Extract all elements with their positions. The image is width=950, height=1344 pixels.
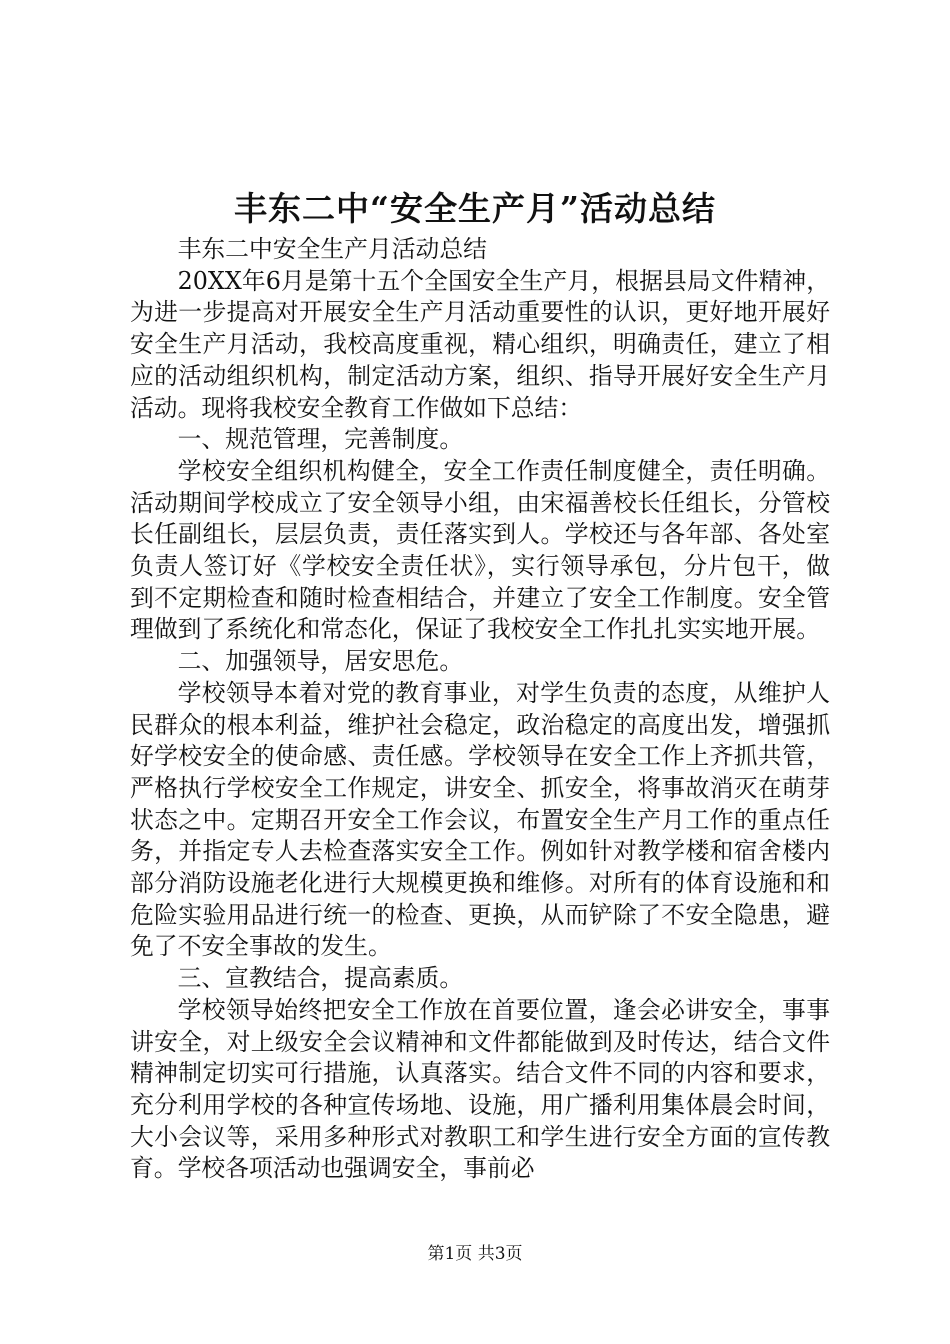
paragraph-section-3: 学校领导始终把安全工作放在首要位置，逢会必讲安全，事事讲安全，对上级安全会议精神和文件都能做到及时传达，结合文件精神制定切实可行措施，认真落实。结合文件不同的内容和要求，充分利用学校的各种宣传场地、设施，用广播利用集体晨会时间，大小会议等，采用多种形式对教职工和学生进行安全方面的宣传教育。学校各项活动也强调安全，事前必 <box>130 995 830 1183</box>
page-number-footer: 第1页 共3页 <box>427 1244 523 1264</box>
section-heading-2: 二、加强领导，居安思危。 <box>177 647 464 676</box>
section-heading-3: 三、宣教结合，提高素质。 <box>177 964 464 993</box>
paragraph-section-1: 学校安全组织机构健全，安全工作责任制度健全，责任明确。活动期间学校成立了安全领导小组，由宋福善校长任组长，分管校长任副组长，层层负责，责任落实到人。学校还与各年部、各处室负责人签订好《学校安全责任状》，实行领导承包，分片包干，做到不定期检查和随时检查相结合，并建立了安全工作制度。安全管理做到了系统化和常态化，保证了我校安全工作扎扎实实地开展。 <box>130 456 830 644</box>
document-title: 丰东二中“安全生产月”活动总结 <box>234 189 716 228</box>
document-body <box>130 234 830 1185</box>
section-heading-1: 一、规范管理，完善制度。 <box>177 425 464 454</box>
paragraph-intro: 20XX年6月是第十五个全国安全生产月，根据县局文件精神，为进一步提高对开展安全生产月活动重要性的认识，更好地开展好安全生产月活动，我校高度重视，精心组织，明确责任，建立了相应的活动组织机构，制定活动方案，组织、指导开展好安全生产月活动。现将我校安全教育工作做如下总结： <box>130 266 830 422</box>
paragraph-subtitle: 丰东二中安全生产月活动总结 <box>177 235 487 263</box>
paragraph-section-2: 学校领导本着对党的教育事业，对学生负责的态度，从维护人民群众的根本利益，维护社会稳定，政治稳定的高度出发，增强抓好学校安全的使命感、责任感。学校领导在安全工作上齐抓共管，严格执行学校安全工作规定，讲安全、抓安全，将事故消灭在萌芽状态之中。定期召开安全工作会议，布置安全生产月工作的重点任务，并指定专人去检查落实安全工作。例如针对教学楼和宿舍楼内部分消防设施老化进行大规模更换和维修。对所有的体育设施和和危险实验用品进行统一的检查、更换，从而铲除了不安全隐患，避免了不安全事故的发生。 <box>130 678 830 961</box>
